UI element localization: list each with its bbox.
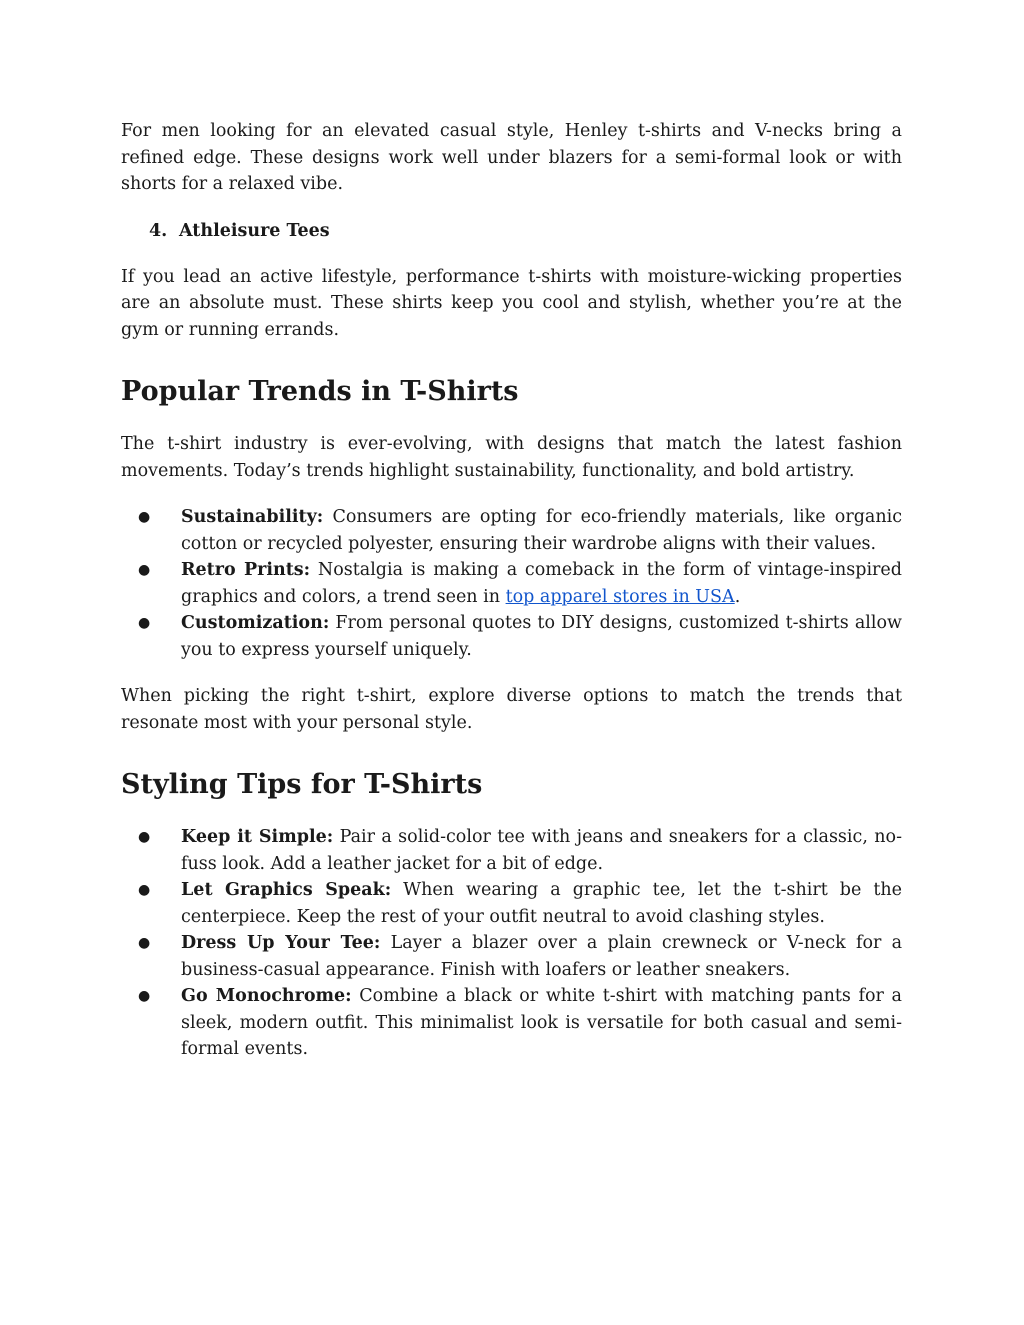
bullet-icon: ● bbox=[138, 988, 151, 1004]
list-item bbox=[121, 930, 902, 983]
styling-heading: Styling Tips for T-Shirts bbox=[121, 769, 483, 800]
tip-label: Dress Up Your Tee: bbox=[181, 933, 381, 953]
list-item bbox=[121, 983, 902, 1063]
athleisure-paragraph: If you lead an active lifestyle, performance t-shirts with moisture-wicking properties are an absolute must. These shirts keep you cool and stylish, whether you’re at the gym or running errands. bbox=[121, 266, 902, 340]
bullet-icon: ● bbox=[138, 562, 151, 578]
trend-label: Retro Prints: bbox=[181, 560, 311, 580]
athleisure-number: 4. bbox=[149, 220, 168, 241]
tip-text: When wearing a graphic tee, let the t-shirt be the centerpiece. Keep the rest of your outfit neutral to avoid clashing styles. bbox=[181, 880, 902, 927]
athleisure-subheading bbox=[121, 218, 902, 244]
trend-text: Consumers are opting for eco-friendly materials, like organic cotton or recycled polyester, ensuring their wardrobe aligns with their values. bbox=[181, 507, 902, 554]
bullet-icon: ● bbox=[138, 829, 151, 845]
tip-label: Go Monochrome: bbox=[181, 986, 352, 1006]
intro-paragraph: For men looking for an elevated casual style, Henley t-shirts and V-necks bring a refined edge. These designs work well under blazers for a semi-formal look or with shorts for a relaxed vibe. bbox=[121, 121, 902, 194]
trends-intro: The t-shirt industry is ever-evolving, with designs that match the latest fashion movements. Today’s trends highlight sustainability, functionality, and bold artistry. bbox=[121, 434, 902, 481]
trend-text: Nostalgia is making a comeback in the form of vintage-inspired graphics and colors, a trend seen in bbox=[181, 560, 902, 607]
tip-label: Let Graphics Speak: bbox=[181, 880, 392, 900]
bullet-icon: ● bbox=[138, 615, 151, 631]
document-page bbox=[121, 118, 902, 1063]
bullet-icon: ● bbox=[138, 882, 151, 898]
bullet-icon: ● bbox=[138, 509, 151, 525]
trend-text-end: . bbox=[734, 586, 741, 607]
trend-text: From personal quotes to DIY designs, customized t-shirts allow you to express yourself uniquely. bbox=[181, 613, 902, 660]
trends-heading: Popular Trends in T-Shirts bbox=[121, 376, 519, 407]
apparel-stores-link[interactable]: top apparel stores in USA bbox=[505, 586, 735, 607]
tip-text: Pair a solid-color tee with jeans and sneakers for a classic, no-fuss look. Add a leather jacket for a bit of edge. bbox=[181, 827, 902, 874]
trend-label: Customization: bbox=[181, 613, 330, 633]
tip-text: Combine a black or white t-shirt with matching pants for a sleek, modern outfit. This minimalist look is versatile for both casual and semi-formal events. bbox=[181, 986, 902, 1059]
tip-text: Layer a blazer over a plain crewneck or V-neck for a business-casual appearance. Finish with loafers or leather sneakers. bbox=[181, 933, 902, 980]
list-item bbox=[121, 877, 902, 930]
list-item bbox=[121, 504, 902, 557]
trend-label: Sustainability: bbox=[181, 507, 324, 527]
trends-closing: When picking the right t-shirt, explore diverse options to match the trends that resonate most with your personal style. bbox=[121, 686, 902, 733]
list-item bbox=[121, 824, 902, 877]
tip-label: Keep it Simple: bbox=[181, 827, 334, 847]
athleisure-title: Athleisure Tees bbox=[179, 220, 330, 241]
trends-list bbox=[121, 504, 902, 663]
list-item bbox=[121, 557, 902, 610]
bullet-icon: ● bbox=[138, 935, 151, 951]
list-item bbox=[121, 610, 902, 663]
styling-list bbox=[121, 824, 902, 1063]
